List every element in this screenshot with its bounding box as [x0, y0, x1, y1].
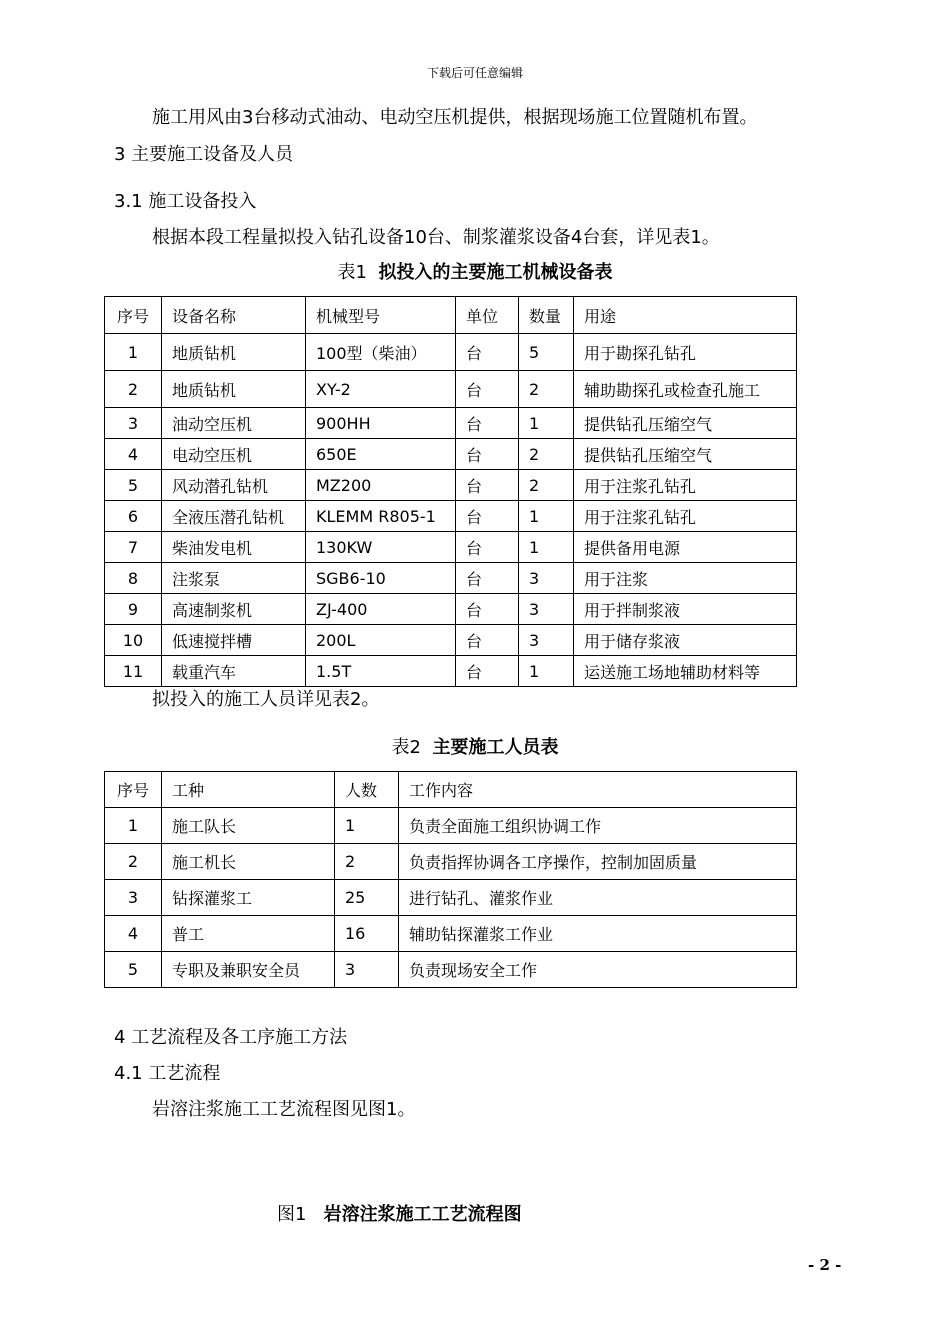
table1-cell: 台 — [456, 656, 519, 687]
table1-cell: ZJ-400 — [306, 594, 456, 625]
table1-cell: 柴油发电机 — [162, 532, 306, 563]
section-3-heading: 3 主要施工设备及人员 — [114, 144, 294, 165]
table1-row — [105, 625, 797, 656]
table1-caption-title: 拟投入的主要施工机械设备表 — [378, 262, 613, 283]
table2-row — [105, 952, 797, 988]
table1-cell: 用于储存浆液 — [574, 625, 797, 656]
table1-cell: 3 — [519, 563, 574, 594]
table1-cell: 用于注浆 — [574, 563, 797, 594]
table1-cell: 高速制浆机 — [162, 594, 306, 625]
table2-caption-title: 主要施工人员表 — [432, 737, 559, 758]
table1-cell: 2 — [519, 439, 574, 470]
personnel-table — [104, 771, 797, 988]
table2-cell: 5 — [105, 952, 162, 988]
table1-row — [105, 563, 797, 594]
table1-cell: 台 — [456, 532, 519, 563]
table1-cell: 1.5T — [306, 656, 456, 687]
table1-row — [105, 371, 797, 408]
table2-cell: 3 — [335, 952, 399, 988]
table1-cell: 台 — [456, 439, 519, 470]
table1-cell: 200L — [306, 625, 456, 656]
header-note: 下载后可任意编辑 — [426, 66, 523, 80]
table1-cell: 9 — [105, 594, 162, 625]
table2-header-cell: 工种 — [162, 772, 335, 808]
table1-cell: SGB6-10 — [306, 563, 456, 594]
table1-cell: 8 — [105, 563, 162, 594]
table2-cell: 25 — [335, 880, 399, 916]
figure1-caption-title: 岩溶注浆施工工艺流程图 — [323, 1204, 522, 1225]
table1-row — [105, 408, 797, 439]
table1-cell: 用于注浆孔钻孔 — [574, 501, 797, 532]
table1-cell: 提供备用电源 — [574, 532, 797, 563]
table2-cell: 负责指挥协调各工序操作，控制加固质量 — [399, 844, 797, 880]
paragraph-equipment: 根据本段工程量拟投入钻孔设备10台、制浆灌浆设备4台套，详见表1。 — [152, 227, 720, 248]
table1-cell: 1 — [105, 334, 162, 371]
table1-header-cell: 用途 — [574, 297, 797, 334]
table1-cell: 900HH — [306, 408, 456, 439]
table1-cell: 5 — [519, 334, 574, 371]
table2-header-row — [105, 772, 797, 808]
table1-cell: MZ200 — [306, 470, 456, 501]
paragraph-flow: 岩溶注浆施工工艺流程图见图1。 — [152, 1099, 416, 1120]
table1-cell: 用于勘探孔钻孔 — [574, 334, 797, 371]
table1-cell: 2 — [519, 371, 574, 408]
table1-header-cell: 序号 — [105, 297, 162, 334]
equipment-table — [104, 296, 797, 687]
table1-header-cell: 设备名称 — [162, 297, 306, 334]
table1-cell: 1 — [519, 532, 574, 563]
table2-cell: 1 — [335, 808, 399, 844]
table1-cell: 台 — [456, 371, 519, 408]
section-4-1-heading: 4.1 工艺流程 — [114, 1063, 221, 1084]
table2-header-cell: 序号 — [105, 772, 162, 808]
table2-row — [105, 916, 797, 952]
table1-cell: 3 — [105, 408, 162, 439]
table1-cell: 台 — [456, 408, 519, 439]
paragraph-air-supply: 施工用风由3台移动式油动、电动空压机提供，根据现场施工位置随机布置。 — [152, 107, 758, 128]
table1-cell: 130KW — [306, 532, 456, 563]
table2-cell: 3 — [105, 880, 162, 916]
table2-cell: 施工队长 — [162, 808, 335, 844]
table1-cell: 全液压潜孔钻机 — [162, 501, 306, 532]
table2-header-cell: 工作内容 — [399, 772, 797, 808]
table1-cell: 载重汽车 — [162, 656, 306, 687]
table1-cell: 1 — [519, 408, 574, 439]
table1-cell: 提供钻孔压缩空气 — [574, 408, 797, 439]
table2-caption-prefix: 表2 — [391, 737, 421, 758]
table1-cell: 台 — [456, 334, 519, 371]
table1-cell: 低速搅拌槽 — [162, 625, 306, 656]
table2-cell: 负责现场安全工作 — [399, 952, 797, 988]
table2-cell: 专职及兼职安全员 — [162, 952, 335, 988]
table1-cell: 6 — [105, 501, 162, 532]
table1-cell: KLEMM R805-1 — [306, 501, 456, 532]
table2-cell: 钻探灌浆工 — [162, 880, 335, 916]
section-3-1-heading: 3.1 施工设备投入 — [114, 191, 257, 212]
table1-cell: 辅助勘探孔或检查孔施工 — [574, 371, 797, 408]
table1-cell: 台 — [456, 470, 519, 501]
table1-cell: 台 — [456, 625, 519, 656]
table1-cell: 提供钻孔压缩空气 — [574, 439, 797, 470]
table1-header-cell: 数量 — [519, 297, 574, 334]
table1-row — [105, 532, 797, 563]
table2-header-cell: 人数 — [335, 772, 399, 808]
table2-cell: 2 — [335, 844, 399, 880]
table1-caption-prefix: 表1 — [337, 262, 367, 283]
page-number: - 2 - — [808, 1256, 842, 1274]
section-4-heading: 4 工艺流程及各工序施工方法 — [114, 1027, 348, 1048]
table1-cell: 用于拌制浆液 — [574, 594, 797, 625]
figure1-caption — [277, 1203, 522, 1227]
table1-cell: 台 — [456, 594, 519, 625]
table1-row — [105, 439, 797, 470]
table1-cell: 电动空压机 — [162, 439, 306, 470]
figure1-caption-prefix: 图1 — [277, 1204, 307, 1225]
table1-cell: 2 — [105, 371, 162, 408]
table2-row — [105, 844, 797, 880]
table1-cell: 地质钻机 — [162, 334, 306, 371]
table2-cell: 负责全面施工组织协调工作 — [399, 808, 797, 844]
table1-cell: 5 — [105, 470, 162, 501]
table1-cell: 100型（柴油） — [306, 334, 456, 371]
table2-cell: 2 — [105, 844, 162, 880]
table1-cell: 油动空压机 — [162, 408, 306, 439]
table1-header-row — [105, 297, 797, 334]
table1-row — [105, 594, 797, 625]
table1-cell: 3 — [519, 625, 574, 656]
table1-cell: 地质钻机 — [162, 371, 306, 408]
table1-cell: 4 — [105, 439, 162, 470]
table1-row — [105, 470, 797, 501]
table2-row — [105, 880, 797, 916]
table1-cell: 650E — [306, 439, 456, 470]
table1-cell: 7 — [105, 532, 162, 563]
table1-caption — [0, 261, 950, 285]
table1-cell: 注浆泵 — [162, 563, 306, 594]
table2-cell: 普工 — [162, 916, 335, 952]
table1-cell: 台 — [456, 501, 519, 532]
table1-cell: 风动潜孔钻机 — [162, 470, 306, 501]
table1-cell: 1 — [519, 501, 574, 532]
table1-row — [105, 656, 797, 687]
table1-cell: 1 — [519, 656, 574, 687]
table1-cell: 2 — [519, 470, 574, 501]
table2-cell: 辅助钻探灌浆工作业 — [399, 916, 797, 952]
table1-header-cell: 单位 — [456, 297, 519, 334]
paragraph-personnel: 拟投入的施工人员详见表2。 — [152, 689, 380, 710]
table1-row — [105, 334, 797, 371]
table1-row — [105, 501, 797, 532]
table2-cell: 16 — [335, 916, 399, 952]
table2-cell: 进行钻孔、灌浆作业 — [399, 880, 797, 916]
table2-row — [105, 808, 797, 844]
table1-cell: 用于注浆孔钻孔 — [574, 470, 797, 501]
table1-cell: 台 — [456, 563, 519, 594]
table1-header-cell: 机械型号 — [306, 297, 456, 334]
table2-caption — [0, 736, 950, 760]
table1-cell: 运送施工场地辅助材料等 — [574, 656, 797, 687]
table2-cell: 施工机长 — [162, 844, 335, 880]
table1-cell: 10 — [105, 625, 162, 656]
table1-cell: 11 — [105, 656, 162, 687]
table2-cell: 4 — [105, 916, 162, 952]
table1-cell: XY-2 — [306, 371, 456, 408]
table2-cell: 1 — [105, 808, 162, 844]
table1-cell: 3 — [519, 594, 574, 625]
